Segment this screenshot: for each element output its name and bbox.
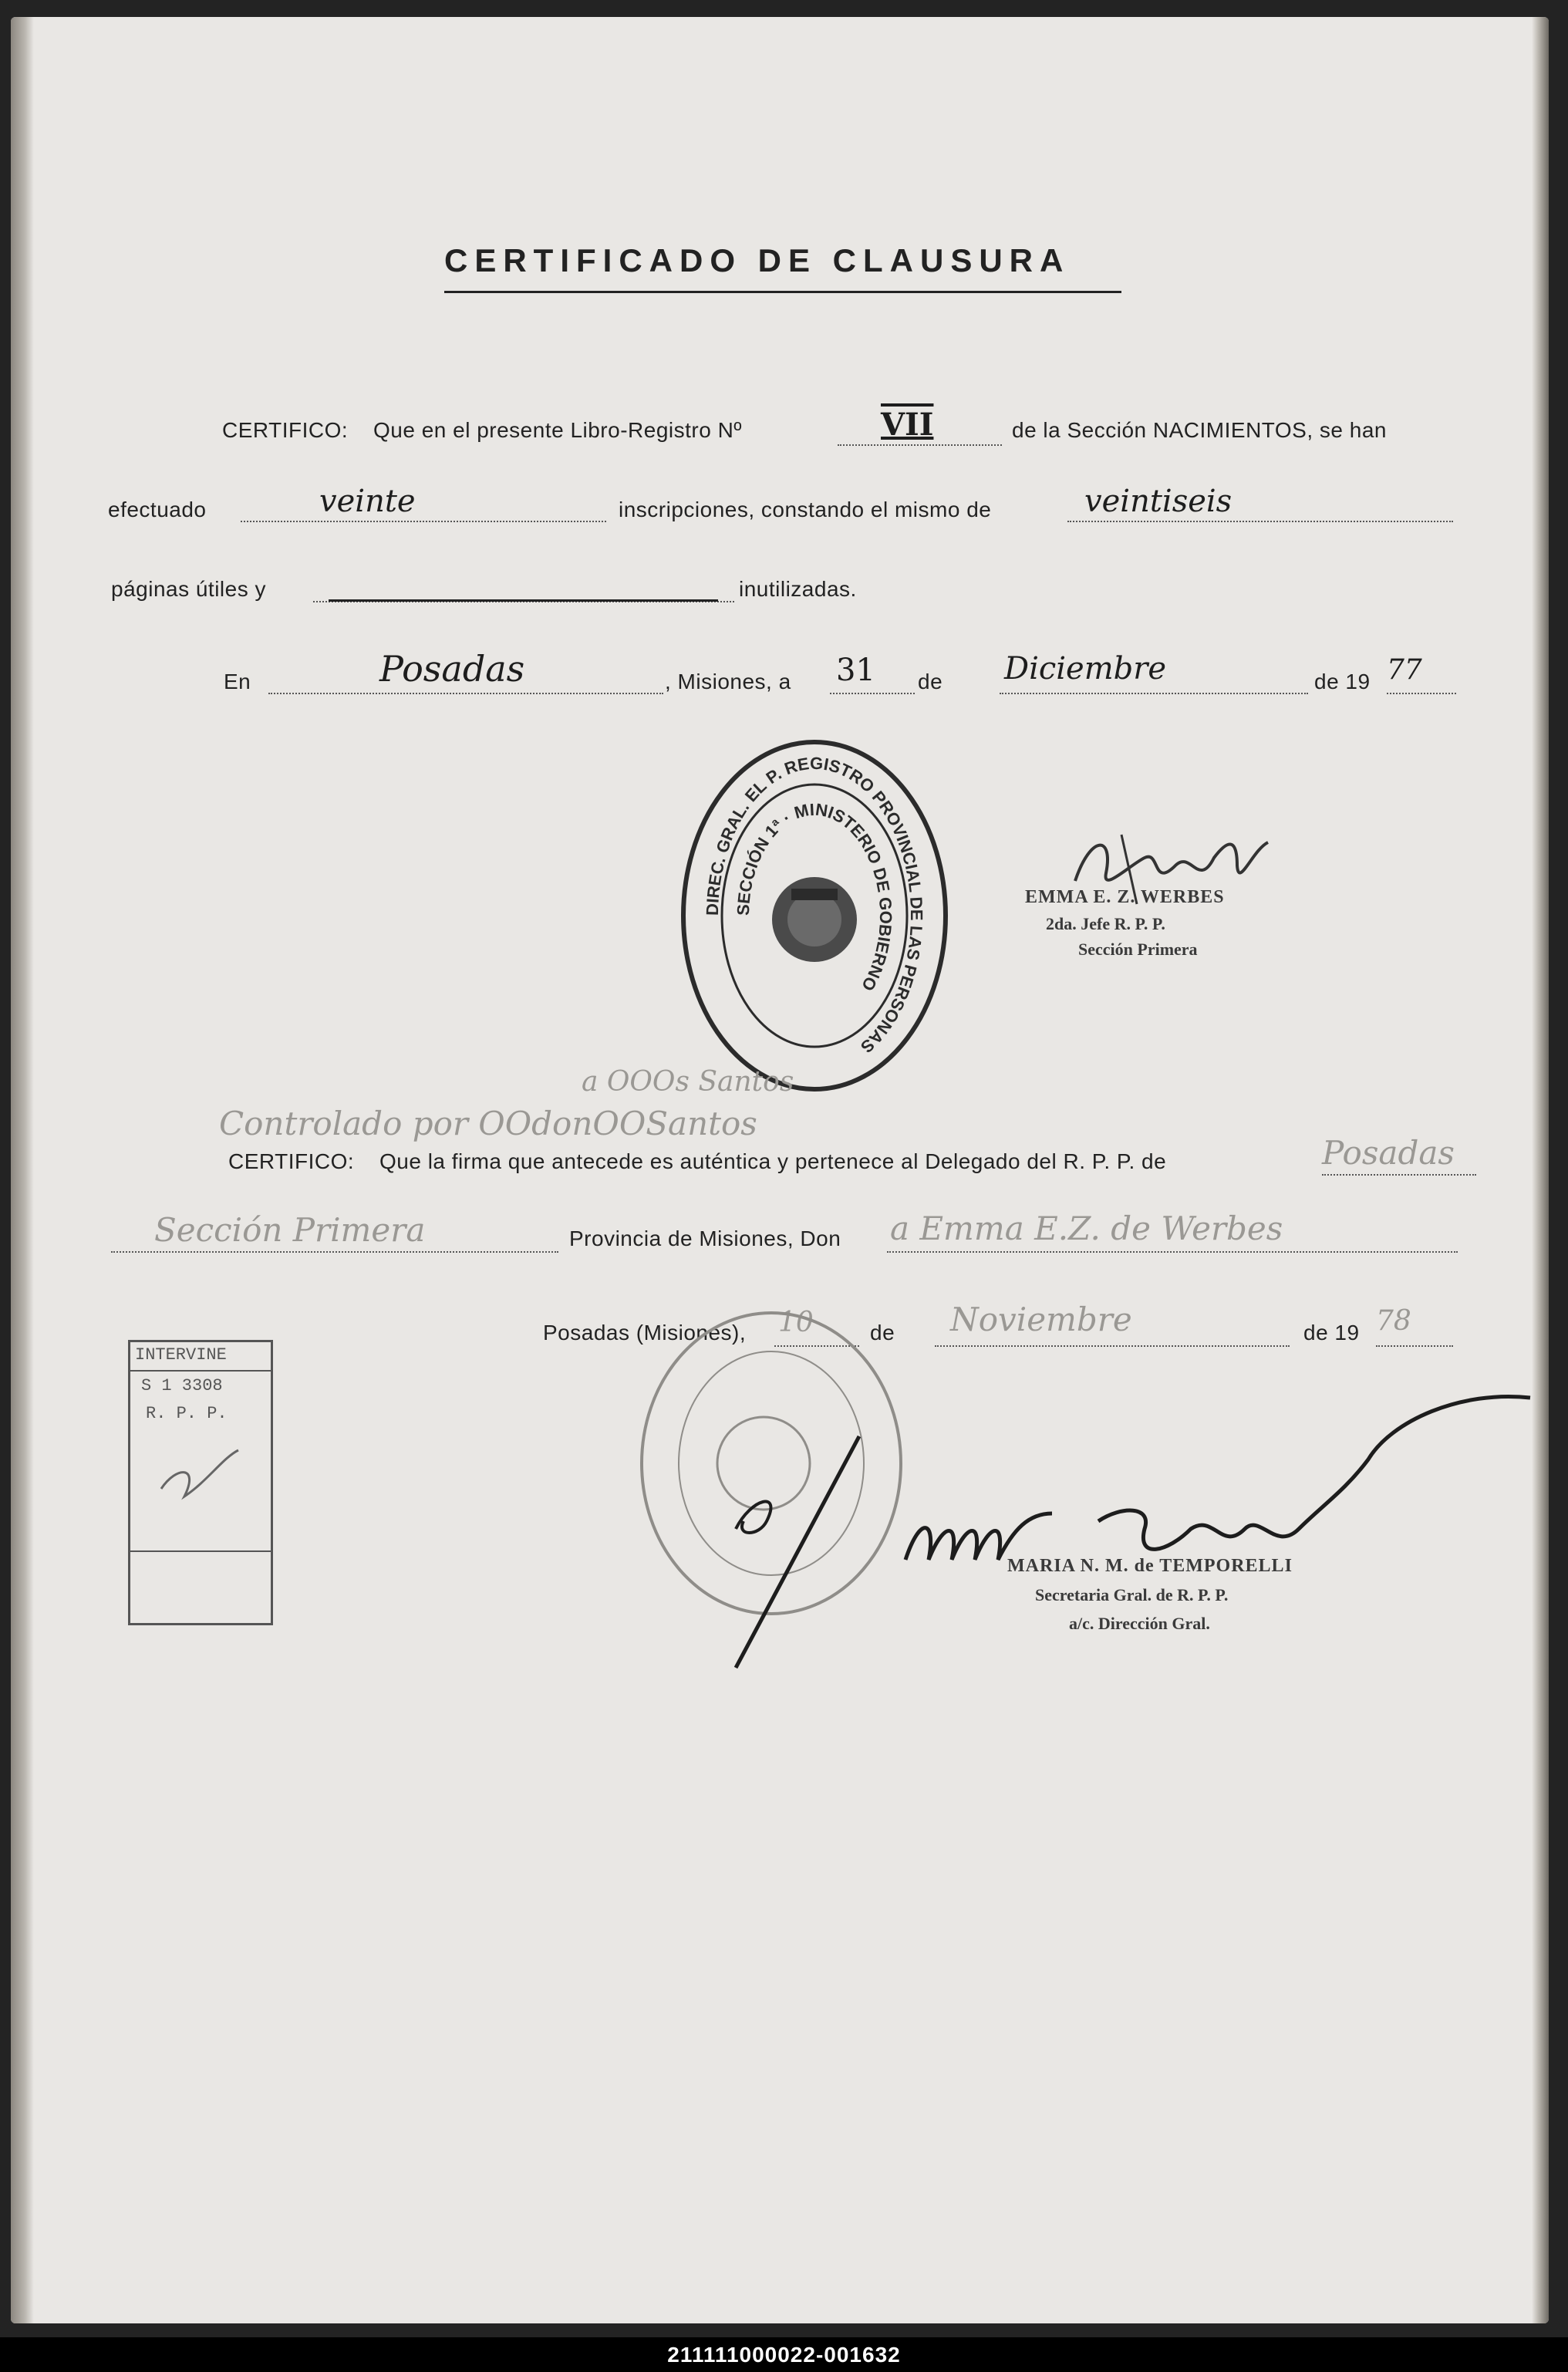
mes-line [1000,693,1308,694]
svg-text:DIREC. GRAL. EL P. REGISTRO PR: DIREC. GRAL. EL P. REGISTRO PROVINCIAL DE LAS PERSONAS [702,753,927,1058]
delegado-de: Posadas [1322,1134,1455,1172]
paginas-count: veintiseis [1084,484,1232,519]
para1-text-b: de la Sección NACIMIENTOS, se han [1012,418,1387,442]
dia-line [830,693,915,694]
don-line [887,1251,1458,1253]
mes-2: Noviembre [950,1301,1132,1338]
intervine-line2: R. P. P. [146,1404,228,1423]
signer2-name: MARIA N. M. de TEMPORELLI [1007,1556,1293,1576]
anio-line [1387,693,1456,694]
misiones-a: , Misiones, a [665,670,791,693]
certificate-page [11,17,1549,2323]
certifico-label-1: CERTIFICO: [222,418,349,442]
signer1-section: Sección Primera [1078,940,1198,959]
pencil-note-b: Controlado por OOdonOOSantos [219,1105,757,1142]
page-edge [1532,17,1549,2323]
signature-temporelli [690,1375,1549,1683]
para1-text-a: Que en el presente Libro-Registro Nº [373,418,743,442]
paginas-utiles-label: páginas útiles y [111,577,267,601]
intervine-label: INTERVINE [135,1345,227,1365]
efectuado-label: efectuado [108,498,207,521]
libro-number: VII [881,407,934,443]
signer1-role: 2da. Jefe R. P. P. [1046,914,1165,933]
delegado-line [1322,1174,1476,1176]
inutilizadas-label: inutilizadas. [739,577,857,601]
de-label-1: de [918,670,943,693]
para1-text-c: inscripciones, constando el mismo de [619,498,992,521]
anio: 77 [1387,654,1422,686]
signer2-dir: a/c. Dirección Gral. [1069,1614,1210,1633]
inscripciones-line [241,521,606,522]
title-underline [444,291,1121,293]
ciudad: Posadas [379,648,525,690]
mes2-line [935,1345,1290,1347]
ciudad-line [268,693,663,694]
pencil-note-a: a OOOs Santos [582,1066,794,1098]
seccion-line [111,1251,558,1253]
registry-seal-stamp [676,734,953,1097]
signer1-name: EMMA E. Z. WERBES [1025,887,1225,907]
libro-number-line [838,444,1002,446]
anio-2: 78 [1376,1305,1411,1337]
intervine-initials [153,1435,246,1512]
de-anio-label-2: de 19 [1303,1321,1360,1345]
inscripciones-count: veinte [319,484,416,519]
inutilizadas-strike [329,599,718,602]
para2-text-a: Que la firma que antecede es auténtica y pertenece al Delegado del R. P. P. de [379,1149,1167,1173]
mes: Diciembre [1004,651,1167,687]
en-label: En [224,670,251,693]
signer2-role: Secretaria Gral. de R. P. P. [1035,1585,1229,1604]
don-name: a Emma E.Z. de Werbes [890,1210,1283,1247]
dia: 31 [836,653,875,688]
dia-2: 10 [778,1307,814,1338]
provincia-text: Provincia de Misiones, Don [569,1226,841,1250]
certifico-label-2: CERTIFICO: [228,1149,355,1173]
lugar-2: Posadas (Misiones), [543,1321,747,1345]
de-label-2: de [870,1321,895,1345]
seccion-primera: Sección Primera [154,1211,426,1249]
document-title: CERTIFICADO DE CLAUSURA [444,242,1071,278]
de-anio-label: de 19 [1314,670,1371,693]
svg-text:SECCIÓN 1ª · MINISTERIO DE GOB: SECCIÓN 1ª · MINISTERIO DE GOBIERNO [733,799,896,994]
anio2-line [1376,1345,1453,1347]
intervine-line1: S 1 3308 [141,1376,223,1395]
intervine-stamp [128,1340,273,1625]
book-binding [11,17,34,2323]
paginas-line [1067,521,1453,522]
image-id-footer: 211111000022-001632 [0,2337,1568,2372]
